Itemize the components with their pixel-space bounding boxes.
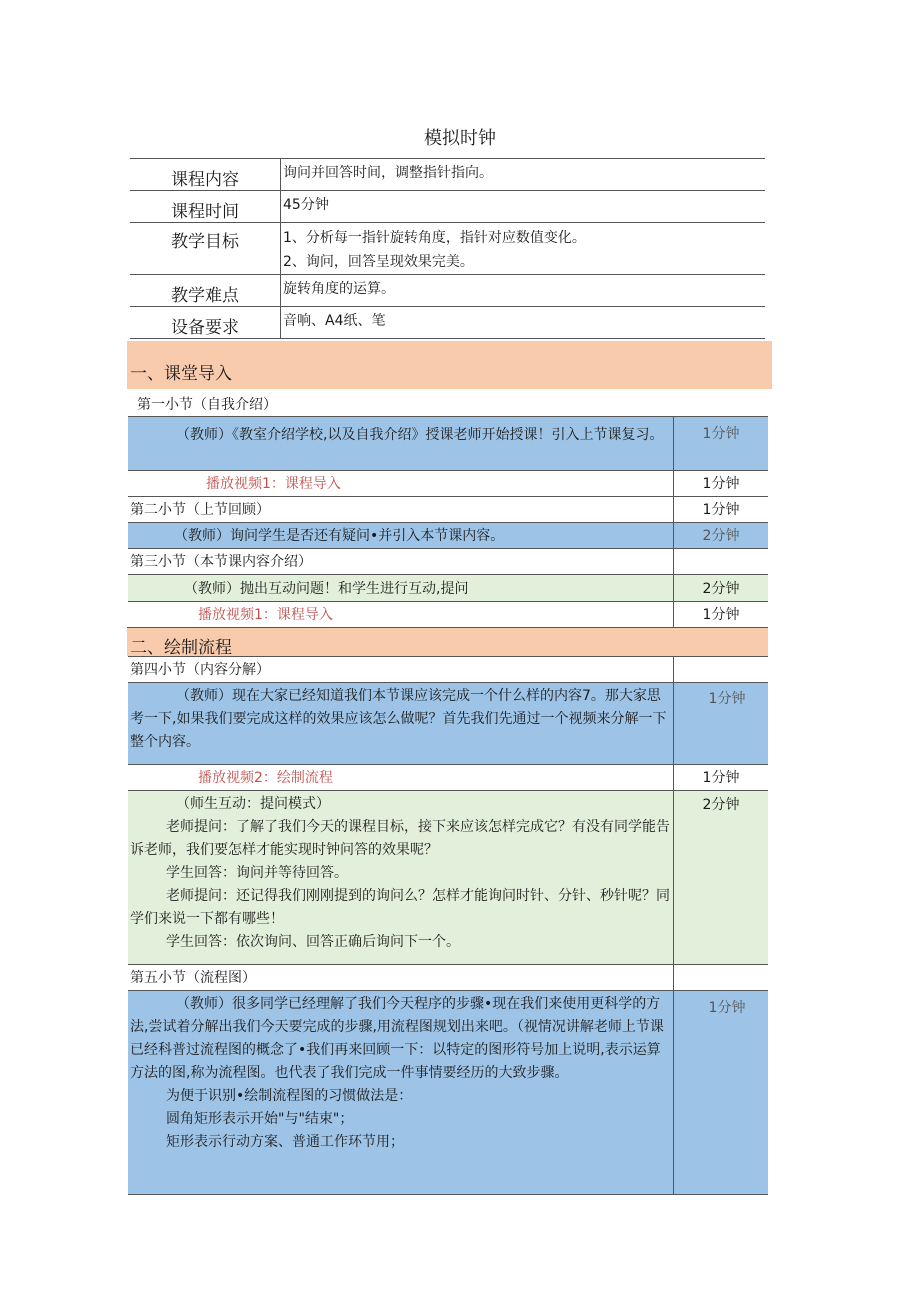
duration-value: 1分钟 (702, 426, 740, 442)
activity-line: 为便于识别•绘制流程图的习惯做法是： (166, 1088, 413, 1104)
subsection-title (128, 965, 673, 991)
info-value (281, 223, 766, 275)
activity-label: （教师）询问学生是否还有疑问•并引入本节课内容。 (174, 528, 505, 544)
subsection-label: 第一小节（自我介绍） (137, 397, 277, 413)
duration-value: 1分钟 (702, 476, 740, 492)
info-key: 设备要求 (130, 307, 281, 339)
info-key: 课程内容 (130, 159, 281, 191)
activity-text (128, 991, 673, 1194)
duration (673, 991, 768, 1194)
video-text (128, 765, 673, 791)
duration-value: 1分钟 (702, 607, 740, 623)
duration (673, 417, 768, 470)
duration-value: 2分钟 (702, 797, 740, 813)
info-value-line: 2、询问，回答呈现效果完美。 (283, 254, 474, 270)
interaction-line: 学生回答：询问并等待回答。 (166, 865, 348, 881)
info-value: 音响、A4纸、笔 (281, 307, 766, 339)
info-key: 教学难点 (130, 275, 281, 307)
subsection-label: 第二小节（上节回顾） (130, 502, 270, 518)
info-key: 教学目标 (130, 223, 281, 275)
interaction-line: （师生互动：提问模式） (176, 796, 330, 812)
activity-line: （教师）很多同学已经理解了我们今天程序的步骤•现在我们来使用更科学的方法,尝试着分解出我们今天要完成的步骤,用流程图规划出来吧。（视情况讲解老师上节课已经科普过流程图的概念了•我们再来回顾一下：以特定的图形符号加上说明,表示运算方法的图,称为流程图。也代表了我们完成一件事情要经历的大致步骤。 (130, 996, 664, 1081)
subsection-title (128, 393, 768, 416)
section-title: 一、课堂导入 (130, 364, 232, 384)
course-info-table (130, 158, 765, 339)
duration (673, 965, 768, 991)
table-row (128, 601, 768, 628)
activity-text (128, 523, 673, 549)
video-label: 播放视频1：课程导入 (206, 476, 341, 492)
table-row (128, 764, 768, 791)
interaction-line: 老师提问：还记得我们刚刚提到的询问么？怎样才能询问时针、分针、秒针呢？同学们来说一下都有哪些！ (130, 888, 670, 927)
info-row (130, 275, 765, 307)
table-row (128, 990, 768, 1195)
table-row (128, 682, 768, 765)
table-row (128, 574, 768, 602)
info-row (130, 159, 765, 191)
info-key: 课程时间 (130, 191, 281, 223)
duration (673, 497, 768, 523)
table-row (128, 656, 768, 683)
page-title: 模拟时钟 (424, 128, 496, 149)
info-row (130, 223, 765, 275)
duration (673, 523, 768, 549)
info-row (130, 191, 765, 223)
info-value: 询问并回答时间，调整指针指向。 (281, 159, 766, 191)
duration (673, 575, 768, 602)
activity-text (128, 575, 673, 602)
duration (673, 549, 768, 575)
table-row (128, 522, 768, 549)
video-text (128, 602, 673, 628)
activity-text: （教师）现在大家已经知道我们本节课应该完成一个什么样的内容7。那大家思考一下,如果我们要完成这样的效果应该怎么做呢？首先我们先通过一个视频来分解一下整个内容。 (128, 683, 673, 765)
table-row (128, 548, 768, 575)
duration-value: 1分钟 (702, 770, 740, 786)
subsection-title (128, 549, 673, 575)
table-row (128, 416, 768, 470)
video-text (128, 471, 673, 497)
video-label: 播放视频2：绘制流程 (198, 770, 333, 786)
interaction-line: 老师提问：了解了我们今天的课程目标，接下来应该怎样完成它？有没有同学能告诉老师，我们要怎样才能实现时钟问答的效果呢？ (130, 819, 670, 858)
subsection-title (128, 657, 673, 683)
activity-label: （教师）抛出互动问题！和学生进行互动,提问 (184, 581, 469, 597)
subsection-label: 第三小节（本节课内容介绍） (130, 554, 312, 570)
duration (673, 471, 768, 497)
table-row (128, 790, 768, 965)
duration-value: 1分钟 (702, 502, 740, 518)
info-value: 45分钟 (281, 191, 766, 223)
duration (673, 765, 768, 791)
info-value: 旋转角度的运算。 (281, 275, 766, 307)
duration (673, 602, 768, 628)
info-value-line: 1、分析每一指针旋转角度，指针对应数值变化。 (283, 230, 586, 246)
table-row (128, 470, 768, 497)
section-header-flow (127, 627, 768, 656)
duration (673, 791, 768, 965)
interaction-line: 学生回答：依次询问、回答正确后询问下一个。 (166, 934, 460, 950)
section-header-intro (127, 341, 772, 389)
section-title: 二、绘制流程 (130, 638, 232, 658)
table-row (128, 496, 768, 523)
duration-value: 2分钟 (702, 528, 740, 544)
duration (673, 683, 768, 765)
interaction-text (128, 791, 673, 965)
subsection-title (128, 497, 673, 523)
activity-line: 矩形表示行动方案、普通工作环节用； (166, 1134, 404, 1150)
duration-value: 1分钟 (708, 691, 746, 707)
duration (673, 657, 768, 683)
activity-line: 圆角矩形表示开始"与"结束"； (166, 1111, 354, 1127)
subsection-label: 第五小节（流程图） (130, 970, 256, 986)
subsection-label: 第四小节（内容分解） (130, 662, 270, 678)
table-row (128, 964, 768, 991)
duration-value: 2分钟 (702, 581, 740, 597)
duration-value: 1分钟 (708, 1000, 746, 1016)
info-row (130, 307, 765, 339)
video-label: 播放视频1：课程导入 (198, 607, 333, 623)
activity-text: （教师）《教室介绍学校,以及自我介绍》授课老师开始授课！引入上节课复习。 (128, 417, 673, 470)
